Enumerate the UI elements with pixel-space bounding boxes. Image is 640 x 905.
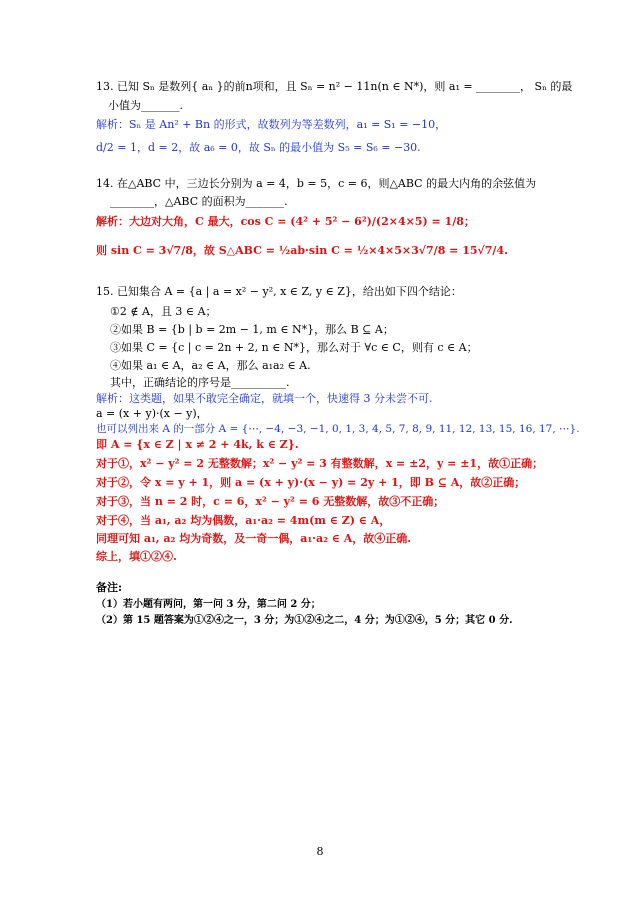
q15-stem: 15. 已知集合 A = {a | a = x² − y², x ∈ Z, y ∈ Z}，给出如下四个结论： [96, 285, 462, 298]
q14-stem-line1: 14. 在△ABC 中，三边长分别为 a = 4，b = 5，c = 6，则△ABC 的最大内角的余弦值为 [96, 177, 537, 190]
q15-conclusion-2: ②如果 B = {b | b = 2m − 1, m ∈ N*}，那么 B ⊆ A； [110, 323, 394, 336]
notes-item-1: （1）若小题有两问，第一问 3 分，第二问 2 分； [96, 599, 321, 610]
q15-solution-case-3: 对于③，当 n = 2 时，c = 6，x² − y² = 6 无整数解，故③不正确； [96, 495, 445, 508]
q13-stem-line1: 13. 已知 Sₙ 是数列{ aₙ }的前n项和，且 Sₙ = n² − 11n(n ∈ N*)，则 a₁ = ________， Sₙ 的最 [96, 80, 573, 93]
q15-solution-case-4b: 同理可知 a₁, a₂ 均为奇数，及一奇一偶，a₁·a₂ ∈ A，故④正确. [96, 532, 412, 545]
q14-solution-line1: 解析：大边对大角，C 最大，cos C = (4² + 5² − 6²)/(2×4×5) = 1/8； [96, 215, 475, 228]
notes-title: 备注: [96, 581, 123, 594]
q15-solution-factor: a = (x + y)·(x − y)， [96, 407, 208, 420]
q15-conclusion-3: ③如果 C = {c | c = 2n + 2, n ∈ N*}，那么对于 ∀c ∈ C，则有 c ∈ A； [110, 341, 478, 354]
q15-question: 其中，正确结论的序号是__________. [110, 376, 290, 389]
q15-solution-case-2: 对于②，令 x = y + 1，则 a = (x + y)·(x − y) = 2y + 1，即 B ⊆ A，故②正确； [96, 476, 526, 489]
q15-solution-case-4a: 对于④，当 a₁, a₂ 均为偶数，a₁·a₂ = 4m(m ∈ Z) ∈ A， [96, 514, 391, 527]
q13-solution-line1: 解析：Sₙ 是 An² + Bn 的形式，故数列为等差数列，a₁ = S₁ = −10， [96, 118, 447, 131]
q15-solution-list: 也可以列出来 A 的一部分 A = {⋯, −4, −3, −1, 0, 1, 3, 4, 5, 7, 8, 9, 11, 12, 13, 15, 16, 17, ⋯}. [96, 423, 580, 435]
notes-item-2: （2）第 15 题答案为①②④之一，3 分；为①②④之二，4 分；为①②④，5 分；其它 0 分. [96, 615, 513, 626]
q15-solution-case-1: 对于①，x² − y² = 2 无整数解；x² − y² = 3 有整数解，x = ±2，y = ±1，故①正确； [96, 457, 544, 470]
q15-conclusion-1: ①2 ∉ A，且 3 ∈ A； [110, 305, 217, 318]
q15-conclusion-4: ④如果 a₁ ∈ A，a₂ ∈ A，那么 a₁a₂ ∈ A. [110, 359, 311, 372]
q13-solution-line2: d/2 = 1，d = 2，故 a₆ = 0，故 Sₙ 的最小值为 S₅ = S₆ = −30. [96, 141, 421, 154]
q14-solution-line2: 则 sin C = 3√7/8，故 S△ABC = ½ab·sin C = ½×4×5×3√7/8 = 15√7/4. [96, 244, 508, 257]
q13-stem-line2: 小值为_______. [108, 99, 183, 112]
q14-stem-line2: ________，△ABC 的面积为_______. [110, 195, 288, 208]
page-number: 8 [316, 845, 324, 858]
q15-solution-set: 即 A = {x ∈ Z | x ≠ 2 + 4k, k ∈ Z}. [96, 438, 299, 451]
q15-solution-summary: 综上，填①②④. [96, 550, 177, 563]
q15-solution-intro: 解析：这类题，如果不敢完全确定，就填一个，快速得 3 分未尝不可. [96, 392, 433, 405]
